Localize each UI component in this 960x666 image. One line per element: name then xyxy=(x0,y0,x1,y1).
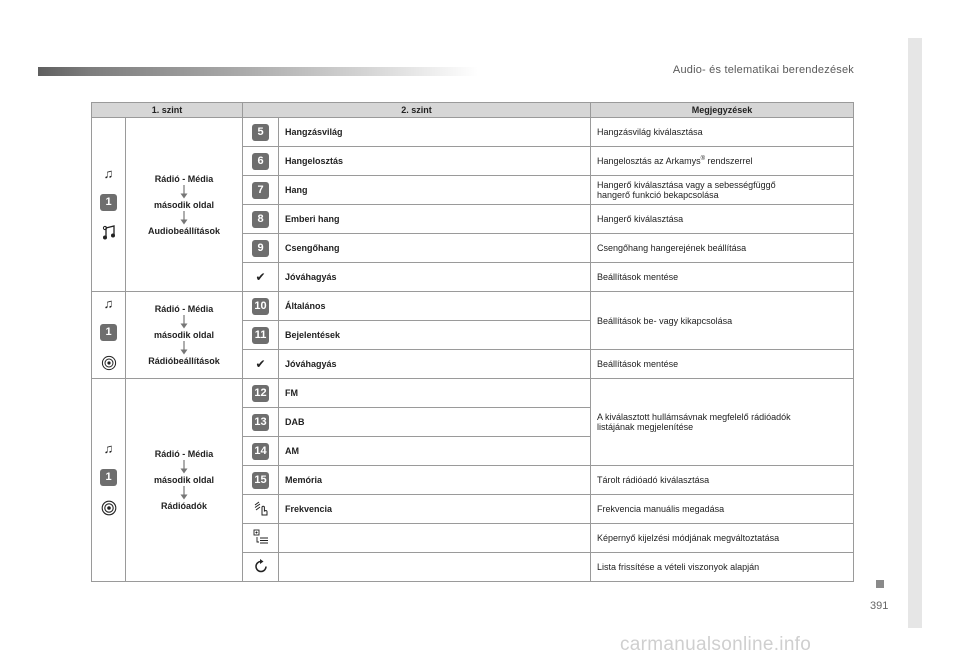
display-mode-icon xyxy=(253,537,269,547)
step-badge: 1 xyxy=(100,194,117,211)
icon-cell xyxy=(243,437,279,466)
arrow-down-icon xyxy=(180,341,188,355)
setting-note: Hangerő kiválasztása xyxy=(591,205,854,234)
level1-cell xyxy=(92,379,126,582)
step-badge: 8 xyxy=(252,211,269,228)
manual-tune-icon xyxy=(253,508,269,518)
header-gradient-bar xyxy=(38,67,478,76)
setting-name: DAB xyxy=(279,408,591,437)
music-note-icon: ♫ xyxy=(103,296,114,311)
level1-cell xyxy=(92,292,126,379)
setting-name xyxy=(279,524,591,553)
step-badge: 14 xyxy=(252,443,269,460)
path-cell xyxy=(126,118,243,292)
note-text: rendszerrel xyxy=(705,156,753,166)
path-step: második oldal xyxy=(153,475,215,485)
icon-cell xyxy=(243,118,279,147)
setting-note: Képernyő kijelzési módjának megváltoztatása xyxy=(591,524,854,553)
icon-cell xyxy=(243,176,279,205)
header-notes: Megjegyzések xyxy=(591,103,854,118)
arrow-down-icon xyxy=(180,315,188,329)
side-strip xyxy=(908,38,922,628)
setting-note xyxy=(591,379,854,466)
setting-note: Beállítások be- vagy kikapcsolása xyxy=(591,292,854,350)
note-line: hangerő funkció bekapcsolása xyxy=(597,190,719,200)
path-step: második oldal xyxy=(153,199,215,210)
path-step: Audiobeállítások xyxy=(148,225,221,236)
icon-cell xyxy=(243,321,279,350)
setting-name: AM xyxy=(279,437,591,466)
path-cell xyxy=(126,379,243,582)
table-row xyxy=(92,292,854,321)
note-line: A kiválasztott hullámsávnak megfelelő rádióadók xyxy=(597,412,791,422)
page-marker xyxy=(876,580,884,588)
level1-cell xyxy=(92,118,126,292)
step-badge: 6 xyxy=(252,153,269,170)
icon-cell xyxy=(243,408,279,437)
settings-table xyxy=(91,102,854,582)
table-row xyxy=(92,379,854,408)
arrow-down-icon xyxy=(180,211,188,225)
icon-cell xyxy=(243,553,279,582)
setting-note: Frekvencia manuális megadása xyxy=(591,495,854,524)
header-level1: 1. szint xyxy=(92,103,243,118)
setting-note xyxy=(591,176,854,205)
step-badge: 1 xyxy=(100,324,117,341)
step-badge: 11 xyxy=(252,327,269,344)
path-step: második oldal xyxy=(153,330,215,340)
setting-note: Hangzásvilág kiválasztása xyxy=(591,118,854,147)
step-badge: 5 xyxy=(252,124,269,141)
step-badge: 15 xyxy=(252,472,269,489)
note-line: Hangerő kiválasztása vagy a sebességfüggő xyxy=(597,180,776,190)
setting-name: Hangelosztás xyxy=(279,147,591,176)
icon-cell xyxy=(243,495,279,524)
setting-note: Lista frissítése a vételi viszonyok alapján xyxy=(591,553,854,582)
header-level2: 2. szint xyxy=(243,103,591,118)
setting-note: Beállítások mentése xyxy=(591,350,854,379)
arrow-down-icon xyxy=(180,486,188,500)
setting-name: Bejelentések xyxy=(279,321,591,350)
table-row xyxy=(92,118,854,147)
step-badge: 9 xyxy=(252,240,269,257)
setting-name: Jóváhagyás xyxy=(279,263,591,292)
setting-name: Csengőhang xyxy=(279,234,591,263)
watermark: carmanualsonline.info xyxy=(620,634,812,655)
icon-cell xyxy=(243,205,279,234)
icon-cell xyxy=(243,292,279,321)
arrow-down-icon xyxy=(180,185,188,199)
music-note-icon: ♫ xyxy=(103,165,114,181)
path-step: Rádió - Média xyxy=(154,449,214,459)
icon-cell xyxy=(243,524,279,553)
icon-cell xyxy=(243,263,279,292)
music-note-icon: ♫ xyxy=(103,441,114,456)
step-badge: 12 xyxy=(252,385,269,402)
setting-note: Beállítások mentése xyxy=(591,263,854,292)
setting-note: Csengőhang hangerejének beállítása xyxy=(591,234,854,263)
note-text: Hangelosztás az Arkamys xyxy=(597,156,701,166)
audio-settings-icon xyxy=(102,225,116,243)
path-step: Rádió - Média xyxy=(154,173,214,184)
registered-mark: ® xyxy=(700,156,705,162)
refresh-icon xyxy=(253,566,269,576)
path-step: Rádió - Média xyxy=(154,304,214,314)
setting-name: Általános xyxy=(279,292,591,321)
setting-name xyxy=(279,553,591,582)
step-badge: 10 xyxy=(252,298,269,315)
check-icon: ✔ xyxy=(255,269,266,284)
step-badge: 1 xyxy=(100,469,117,486)
step-badge: 7 xyxy=(252,182,269,199)
setting-name: Hang xyxy=(279,176,591,205)
path-cell xyxy=(126,292,243,379)
setting-name: FM xyxy=(279,379,591,408)
radio-settings-icon xyxy=(101,355,117,373)
setting-name: Memória xyxy=(279,466,591,495)
check-icon: ✔ xyxy=(255,356,266,371)
icon-cell xyxy=(243,234,279,263)
page-number: 391 xyxy=(870,600,889,612)
setting-name: Hangzásvilág xyxy=(279,118,591,147)
radio-stations-icon xyxy=(101,500,117,518)
setting-name: Jóváhagyás xyxy=(279,350,591,379)
icon-cell xyxy=(243,379,279,408)
icon-cell xyxy=(243,466,279,495)
page-header: Audio- és telematikai berendezések xyxy=(672,64,854,76)
icon-cell xyxy=(243,350,279,379)
step-badge: 13 xyxy=(252,414,269,431)
table-header-row xyxy=(92,103,854,118)
setting-note xyxy=(591,147,854,176)
setting-note: Tárolt rádióadó kiválasztása xyxy=(591,466,854,495)
note-line: listájának megjelenítése xyxy=(597,422,694,432)
arrow-down-icon xyxy=(180,460,188,474)
icon-cell xyxy=(243,147,279,176)
path-step: Rádióadók xyxy=(161,501,208,511)
setting-name: Emberi hang xyxy=(279,205,591,234)
setting-name: Frekvencia xyxy=(279,495,591,524)
path-step: Rádióbeállítások xyxy=(148,356,220,366)
